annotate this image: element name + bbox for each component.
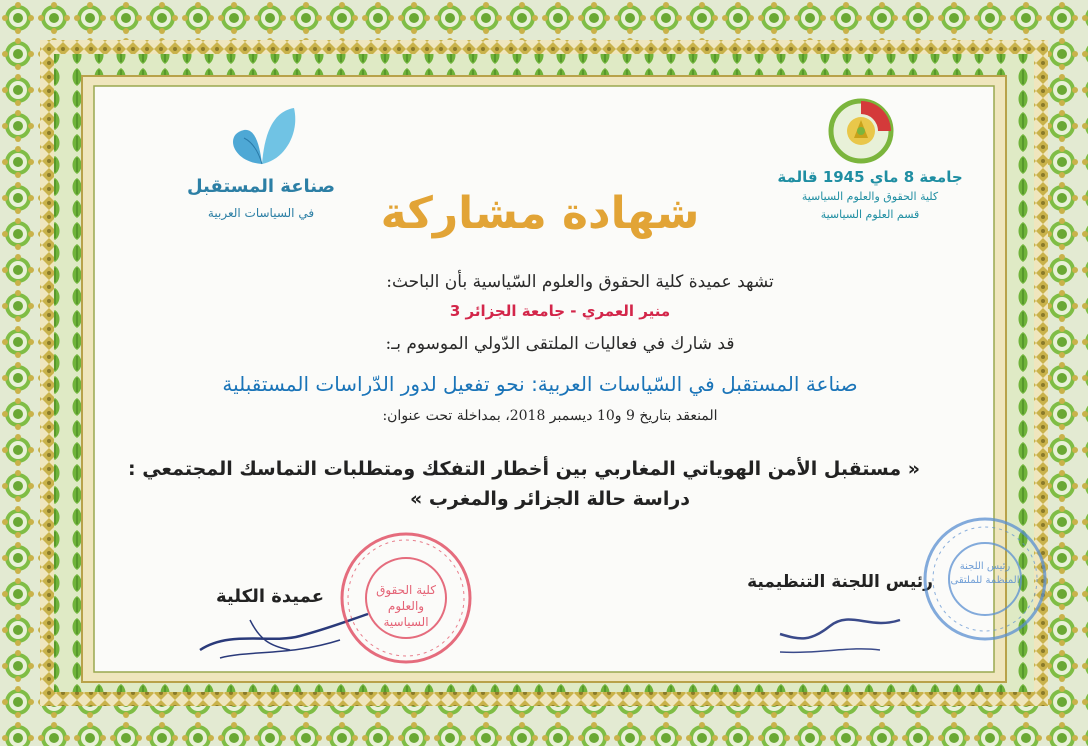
certificate-intro: تشهد عميدة كلية الحقوق والعلوم السّياسية بأن الباحث: <box>386 272 774 292</box>
topic-line-2: دراسة حالة الجزائر والمغرب » <box>409 488 691 510</box>
university-name: جامعة 8 ماي 1945 قالمة <box>777 168 963 186</box>
butterfly-logo-icon <box>222 104 302 174</box>
committee-signature-icon <box>760 600 910 670</box>
university-emblem-icon <box>828 98 894 164</box>
red-stamp-text: كلية الحقوق والعلوم السياسية <box>376 583 436 629</box>
left-logo-name: صناعة المستقبل <box>186 176 335 197</box>
topic-line-1: « مستقبل الأمن الهوياتي المغاربي بين أخطار التفكك ومتطلبات التماسك المجتمعي : <box>127 458 920 480</box>
event-title: صناعة المستقبل في السّياسات العربية: نحو تفعيل لدور الدّراسات المستقبلية <box>222 372 858 396</box>
left-logo-subtitle: في السياسات العربية <box>207 206 315 220</box>
certificate-title: شهادة مشاركة <box>380 188 700 239</box>
committee-signature-label: رئيس اللجنة التنظيمية <box>747 572 933 592</box>
faculty-name: كلية الحقوق والعلوم السياسية <box>801 190 939 203</box>
blue-stamp-text: رئيس اللجنة المنظمة للملتقى <box>950 561 1020 586</box>
recipient-name: منير العمري - جامعة الجزائر 3 <box>449 302 671 320</box>
dean-signature-label: عميدة الكلية <box>215 586 324 607</box>
participation-line: قد شارك في فعاليات الملتقى الدّولي الموسوم بـ: <box>385 334 735 354</box>
event-date: المنعقد بتاريخ 9 و10 ديسمبر 2018، بمداخلة تحت عنوان: <box>382 408 718 424</box>
department-name: قسم العلوم السياسية <box>820 208 920 221</box>
